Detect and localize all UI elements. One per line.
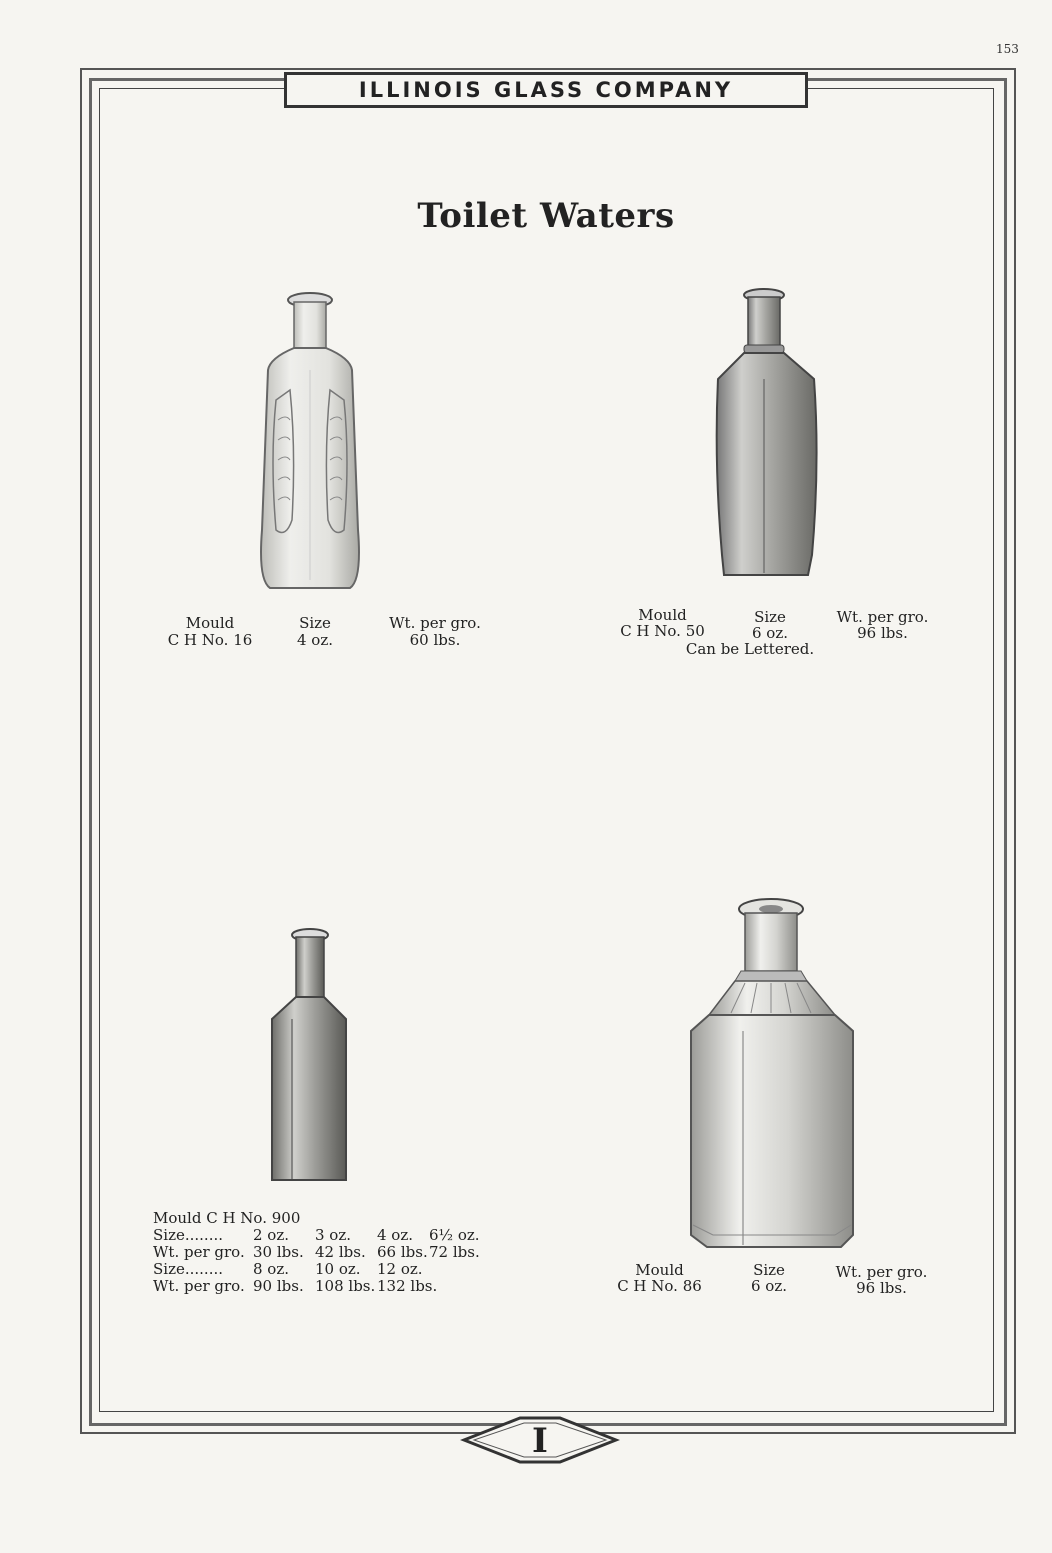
- row-label: Size........: [153, 1260, 223, 1278]
- bottle-ch86-image: [685, 895, 860, 1255]
- page-title: Toilet Waters: [417, 196, 675, 236]
- mould-label: Mould: [635, 1261, 684, 1279]
- spec-row: [153, 1227, 480, 1244]
- bottle-ch16-image: [240, 280, 380, 600]
- row-value: 42 lbs.: [315, 1243, 366, 1261]
- row-value: 4 oz.: [377, 1226, 414, 1244]
- row-value: 8 oz.: [253, 1260, 290, 1278]
- size-label: Size: [754, 608, 786, 626]
- size-label: Size: [753, 1261, 785, 1279]
- mould-value: C H No. 50: [620, 622, 705, 640]
- size-value: 6 oz.: [751, 624, 788, 642]
- lettering-note: Can be Lettered.: [685, 640, 815, 658]
- spec-row: [153, 1278, 480, 1295]
- caption-ch16: [160, 615, 490, 655]
- weight-value: 96 lbs.: [857, 624, 908, 642]
- size-value: 4 oz.: [296, 631, 333, 649]
- row-label: Size........: [153, 1226, 223, 1244]
- row-label: Wt. per gro.: [153, 1243, 245, 1261]
- row-label: Wt. per gro.: [153, 1277, 245, 1295]
- row-value: 6½ oz.: [429, 1226, 480, 1244]
- mould-value: C H No. 16: [167, 631, 253, 649]
- bottle-ch50-image: [700, 283, 830, 583]
- spec-row: [153, 1261, 480, 1278]
- mould-value: C H No. 86: [617, 1277, 702, 1295]
- caption-ch50: [615, 607, 945, 662]
- mould-label: Mould: [185, 614, 235, 632]
- bottle-ch900-image: [262, 925, 352, 1190]
- weight-label: Wt. per gro.: [836, 608, 929, 626]
- row-value: 3 oz.: [315, 1226, 352, 1244]
- company-name: ILLINOIS GLASS COMPANY: [358, 78, 734, 102]
- size-label: Size: [299, 614, 331, 632]
- weight-value: 60 lbs.: [409, 631, 461, 649]
- diamond-logo: [460, 1412, 620, 1468]
- weight-value: 96 lbs.: [856, 1279, 907, 1297]
- row-value: 12 oz.: [377, 1260, 423, 1278]
- logo-letter: I: [532, 1421, 548, 1461]
- caption-ch86: [612, 1262, 942, 1302]
- size-value: 6 oz.: [750, 1277, 787, 1295]
- row-value: 90 lbs.: [253, 1277, 304, 1295]
- row-value: 132 lbs.: [377, 1277, 438, 1295]
- row-value: 66 lbs.: [377, 1243, 428, 1261]
- mould-value: Mould C H No. 900: [153, 1209, 301, 1227]
- mould-label: Mould: [638, 606, 687, 624]
- spec-table-ch900: [153, 1210, 480, 1295]
- weight-label: Wt. per gro.: [389, 614, 481, 632]
- row-value: 10 oz.: [315, 1260, 361, 1278]
- row-value: 30 lbs.: [253, 1243, 304, 1261]
- page-number: 153: [996, 42, 1019, 56]
- spec-row: [153, 1244, 480, 1261]
- weight-label: Wt. per gro.: [835, 1263, 928, 1281]
- row-value: 72 lbs.: [429, 1243, 480, 1261]
- row-value: 2 oz.: [253, 1226, 290, 1244]
- row-value: 108 lbs.: [315, 1277, 376, 1295]
- company-header: [284, 72, 808, 108]
